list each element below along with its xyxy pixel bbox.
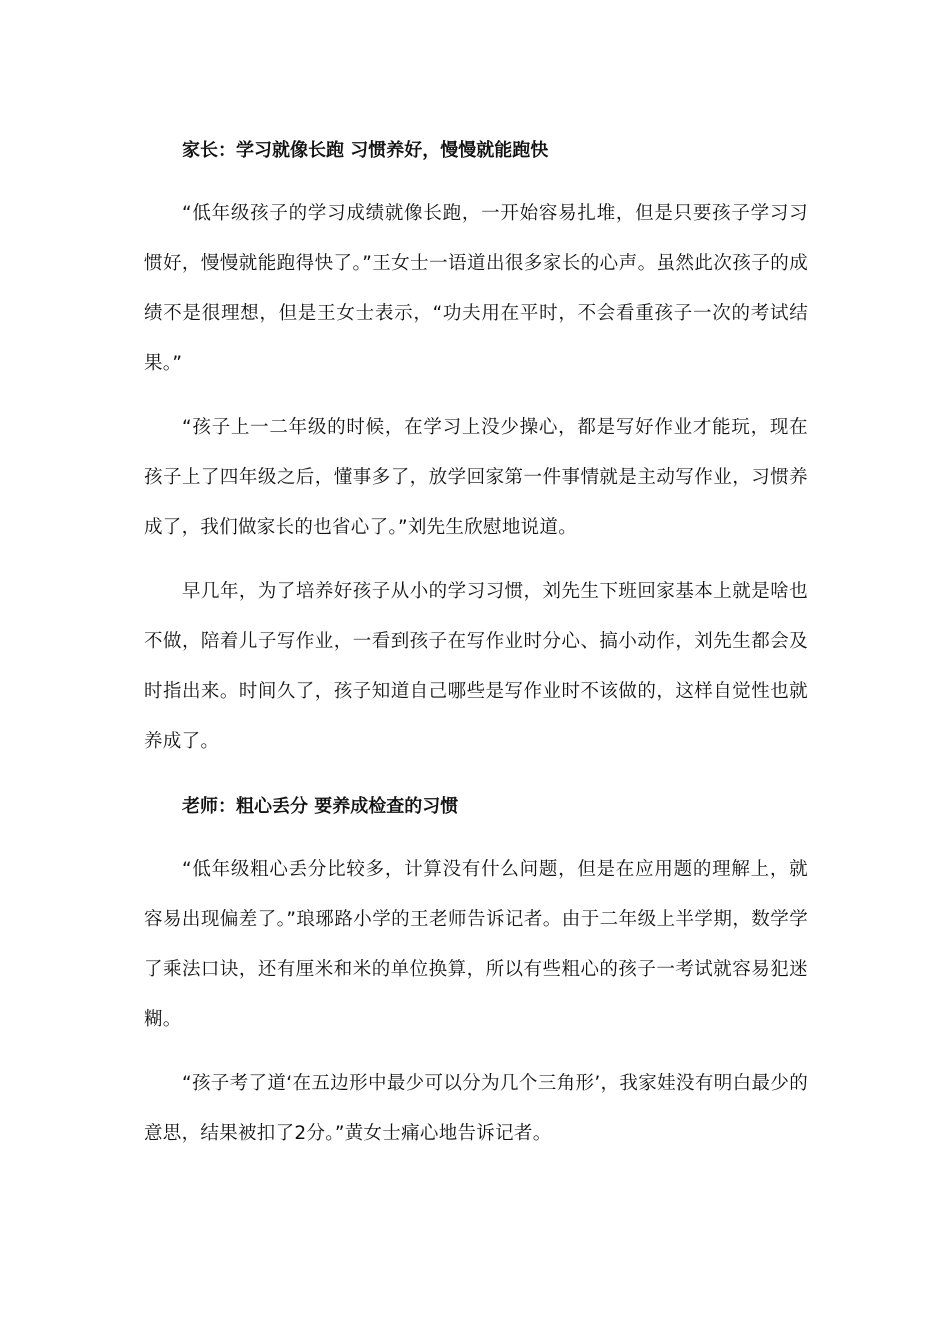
paragraph-liu-habits: 早几年，为了培养好孩子从小的学习习惯，刘先生下班回家基本上就是啥也不做，陪着儿子写作业，一看到孩子在写作业时分心、搞小动作，刘先生都会及时指出来。时间久了，孩子知道自己哪些是写作业时不该做的，这样自觉性也就养成了。 bbox=[144, 581, 808, 752]
paragraph-parent-liu: “孩子上一二年级的时候，在学习上没少操心，都是写好作业才能玩，现在孩子上了四年级之后，懂事多了，放学回家第一件事情就是主动写作业，习惯养成了，我们做家长的也省心了。”刘先生欣慰地说道。 bbox=[144, 417, 808, 538]
section-heading-teachers: 老师：粗心丢分 要养成检查的习惯 bbox=[182, 796, 459, 817]
paragraph-teacher-wang: “低年级粗心丢分比较多，计算没有什么问题，但是在应用题的理解上，就容易出现偏差了。”琅琊路小学的王老师告诉记者。由于二年级上半学期，数学学了乘法口诀，还有厘米和米的单位换算，所以有些粗心的孩子一考试就容易犯迷糊。 bbox=[144, 859, 808, 1030]
paragraph-parent-wang: “低年级孩子的学习成绩就像长跑，一开始容易扎堆，但是只要孩子学习习惯好，慢慢就能跑得快了。”王女士一语道出很多家长的心声。虽然此次孩子的成绩不是很理想，但是王女士表示，“功夫用在平时，不会看重孩子一次的考试结果。” bbox=[144, 203, 808, 374]
paragraph-parent-huang: “孩子考了道‘在五边形中最少可以分为几个三角形’，我家娃没有明白最少的意思，结果被扣了2分。”黄女士痛心地告诉记者。 bbox=[144, 1073, 808, 1144]
section-heading-parents: 家长：学习就像长跑 习惯养好，慢慢就能跑快 bbox=[182, 140, 549, 161]
